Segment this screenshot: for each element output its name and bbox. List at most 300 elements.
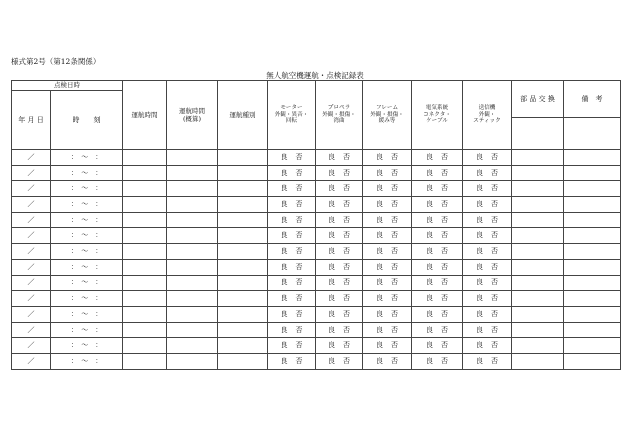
bad-option[interactable]: 否 (441, 215, 448, 224)
motor-check-cell[interactable] (268, 306, 316, 322)
motor-check-cell[interactable] (268, 228, 316, 244)
propeller-check-cell[interactable] (316, 275, 363, 291)
motor-check-cell[interactable] (268, 197, 316, 213)
bad-option[interactable]: 否 (343, 168, 350, 177)
remarks-cell[interactable] (564, 212, 621, 228)
time-cell[interactable]: ： ～ ： (51, 322, 123, 338)
good-option[interactable]: 良 (376, 184, 383, 193)
propeller-check-cell[interactable] (316, 306, 363, 322)
time-cell[interactable]: ： ～ ： (51, 197, 123, 213)
bad-option[interactable]: 否 (491, 309, 498, 318)
good-option[interactable]: 良 (376, 356, 383, 365)
operation-time-approx-cell[interactable] (167, 165, 218, 181)
time-cell[interactable]: ： ～ ： (51, 228, 123, 244)
bad-option[interactable]: 否 (491, 200, 498, 209)
bad-option[interactable]: 否 (491, 184, 498, 193)
transmitter-check-cell[interactable] (463, 338, 512, 354)
transmitter-check-cell[interactable] (463, 275, 512, 291)
operation-time-approx-cell[interactable] (167, 212, 218, 228)
good-option[interactable]: 良 (376, 309, 383, 318)
operation-type-cell[interactable] (218, 244, 268, 260)
propeller-check-cell[interactable] (316, 353, 363, 369)
transmitter-check-cell[interactable] (463, 306, 512, 322)
good-option[interactable]: 良 (280, 215, 288, 224)
date-cell[interactable]: ／ (12, 291, 51, 307)
operation-type-cell[interactable] (218, 165, 268, 181)
time-cell[interactable]: ： ～ ： (51, 212, 123, 228)
good-option[interactable]: 良 (280, 341, 288, 350)
operation-time-approx-cell[interactable] (167, 353, 218, 369)
time-cell[interactable]: ： ～ ： (51, 150, 123, 166)
remarks-cell[interactable] (564, 181, 621, 197)
good-option[interactable]: 良 (476, 168, 483, 177)
bad-option[interactable]: 否 (441, 278, 448, 287)
bad-option[interactable]: 否 (295, 168, 303, 177)
electrical-check-cell[interactable] (412, 197, 463, 213)
good-option[interactable]: 良 (476, 231, 483, 240)
good-option[interactable]: 良 (476, 325, 483, 334)
bad-option[interactable]: 否 (391, 262, 398, 271)
electrical-check-cell[interactable] (412, 181, 463, 197)
transmitter-check-cell[interactable] (463, 244, 512, 260)
bad-option[interactable]: 否 (391, 200, 398, 209)
transmitter-check-cell[interactable] (463, 212, 512, 228)
bad-option[interactable]: 否 (441, 152, 448, 161)
motor-check-cell[interactable] (268, 291, 316, 307)
operation-type-cell[interactable] (218, 306, 268, 322)
bad-option[interactable]: 否 (295, 184, 303, 193)
good-option[interactable]: 良 (476, 247, 483, 256)
propeller-check-cell[interactable] (316, 212, 363, 228)
transmitter-check-cell[interactable] (463, 322, 512, 338)
propeller-check-cell[interactable] (316, 197, 363, 213)
operation-type-cell[interactable] (218, 322, 268, 338)
electrical-check-cell[interactable] (412, 165, 463, 181)
bad-option[interactable]: 否 (343, 184, 350, 193)
transmitter-check-cell[interactable] (463, 197, 512, 213)
parts-exchange-cell[interactable] (512, 244, 564, 260)
bad-option[interactable]: 否 (441, 309, 448, 318)
good-option[interactable]: 良 (376, 341, 383, 350)
bad-option[interactable]: 否 (391, 356, 398, 365)
propeller-check-cell[interactable] (316, 181, 363, 197)
remarks-cell[interactable] (564, 259, 621, 275)
operation-time-approx-cell[interactable] (167, 306, 218, 322)
remarks-cell[interactable] (564, 228, 621, 244)
bad-option[interactable]: 否 (441, 294, 448, 303)
motor-check-cell[interactable] (268, 181, 316, 197)
parts-exchange-cell[interactable] (512, 212, 564, 228)
good-option[interactable]: 良 (280, 247, 288, 256)
bad-option[interactable]: 否 (391, 294, 398, 303)
motor-check-cell[interactable] (268, 244, 316, 260)
good-option[interactable]: 良 (328, 184, 335, 193)
time-cell[interactable]: ： ～ ： (51, 244, 123, 260)
good-option[interactable]: 良 (328, 294, 335, 303)
electrical-check-cell[interactable] (412, 338, 463, 354)
date-cell[interactable]: ／ (12, 244, 51, 260)
parts-exchange-cell[interactable] (512, 259, 564, 275)
operation-type-cell[interactable] (218, 338, 268, 354)
frame-check-cell[interactable] (363, 212, 412, 228)
propeller-check-cell[interactable] (316, 291, 363, 307)
good-option[interactable]: 良 (328, 278, 335, 287)
electrical-check-cell[interactable] (412, 291, 463, 307)
transmitter-check-cell[interactable] (463, 150, 512, 166)
electrical-check-cell[interactable] (412, 259, 463, 275)
frame-check-cell[interactable] (363, 150, 412, 166)
operation-time-cell[interactable] (123, 306, 167, 322)
good-option[interactable]: 良 (280, 294, 288, 303)
propeller-check-cell[interactable] (316, 165, 363, 181)
bad-option[interactable]: 否 (441, 325, 448, 334)
date-cell[interactable]: ／ (12, 322, 51, 338)
good-option[interactable]: 良 (376, 231, 383, 240)
date-cell[interactable]: ／ (12, 275, 51, 291)
good-option[interactable]: 良 (476, 152, 483, 161)
good-option[interactable]: 良 (328, 168, 335, 177)
good-option[interactable]: 良 (426, 278, 433, 287)
operation-time-approx-cell[interactable] (167, 275, 218, 291)
date-cell[interactable]: ／ (12, 259, 51, 275)
good-option[interactable]: 良 (376, 325, 383, 334)
bad-option[interactable]: 否 (441, 231, 448, 240)
propeller-check-cell[interactable] (316, 150, 363, 166)
bad-option[interactable]: 否 (343, 152, 350, 161)
remarks-cell[interactable] (564, 322, 621, 338)
good-option[interactable]: 良 (280, 152, 288, 161)
bad-option[interactable]: 否 (491, 262, 498, 271)
time-cell[interactable]: ： ～ ： (51, 165, 123, 181)
propeller-check-cell[interactable] (316, 228, 363, 244)
good-option[interactable]: 良 (476, 294, 483, 303)
operation-type-cell[interactable] (218, 181, 268, 197)
propeller-check-cell[interactable] (316, 259, 363, 275)
bad-option[interactable]: 否 (343, 309, 350, 318)
good-option[interactable]: 良 (328, 152, 335, 161)
good-option[interactable]: 良 (376, 152, 383, 161)
operation-type-cell[interactable] (218, 259, 268, 275)
date-cell[interactable]: ／ (12, 181, 51, 197)
operation-type-cell[interactable] (218, 228, 268, 244)
bad-option[interactable]: 否 (391, 152, 398, 161)
frame-check-cell[interactable] (363, 322, 412, 338)
bad-option[interactable]: 否 (391, 278, 398, 287)
operation-time-cell[interactable] (123, 228, 167, 244)
propeller-check-cell[interactable] (316, 244, 363, 260)
motor-check-cell[interactable] (268, 165, 316, 181)
frame-check-cell[interactable] (363, 181, 412, 197)
good-option[interactable]: 良 (426, 309, 433, 318)
operation-type-cell[interactable] (218, 275, 268, 291)
good-option[interactable]: 良 (426, 356, 433, 365)
date-cell[interactable]: ／ (12, 228, 51, 244)
bad-option[interactable]: 否 (343, 294, 350, 303)
operation-time-cell[interactable] (123, 181, 167, 197)
parts-exchange-cell[interactable] (512, 275, 564, 291)
operation-time-cell[interactable] (123, 353, 167, 369)
good-option[interactable]: 良 (426, 294, 433, 303)
good-option[interactable]: 良 (280, 168, 288, 177)
transmitter-check-cell[interactable] (463, 181, 512, 197)
good-option[interactable]: 良 (280, 309, 288, 318)
operation-type-cell[interactable] (218, 212, 268, 228)
motor-check-cell[interactable] (268, 353, 316, 369)
operation-time-approx-cell[interactable] (167, 259, 218, 275)
operation-time-cell[interactable] (123, 291, 167, 307)
bad-option[interactable]: 否 (441, 184, 448, 193)
bad-option[interactable]: 否 (441, 168, 448, 177)
electrical-check-cell[interactable] (412, 275, 463, 291)
frame-check-cell[interactable] (363, 228, 412, 244)
bad-option[interactable]: 否 (295, 215, 303, 224)
frame-check-cell[interactable] (363, 353, 412, 369)
remarks-cell[interactable] (564, 275, 621, 291)
good-option[interactable]: 良 (476, 215, 483, 224)
date-cell[interactable]: ／ (12, 353, 51, 369)
bad-option[interactable]: 否 (295, 325, 303, 334)
good-option[interactable]: 良 (426, 168, 433, 177)
good-option[interactable]: 良 (426, 184, 433, 193)
operation-time-approx-cell[interactable] (167, 322, 218, 338)
transmitter-check-cell[interactable] (463, 228, 512, 244)
remarks-cell[interactable] (564, 291, 621, 307)
frame-check-cell[interactable] (363, 244, 412, 260)
bad-option[interactable]: 否 (391, 247, 398, 256)
parts-exchange-cell[interactable] (512, 353, 564, 369)
bad-option[interactable]: 否 (343, 325, 350, 334)
bad-option[interactable]: 否 (491, 231, 498, 240)
good-option[interactable]: 良 (476, 200, 483, 209)
good-option[interactable]: 良 (280, 184, 288, 193)
good-option[interactable]: 良 (426, 325, 433, 334)
bad-option[interactable]: 否 (491, 152, 498, 161)
remarks-cell[interactable] (564, 197, 621, 213)
good-option[interactable]: 良 (426, 231, 433, 240)
date-cell[interactable]: ／ (12, 306, 51, 322)
bad-option[interactable]: 否 (391, 309, 398, 318)
operation-type-cell[interactable] (218, 197, 268, 213)
remarks-cell[interactable] (564, 165, 621, 181)
date-cell[interactable]: ／ (12, 338, 51, 354)
parts-exchange-cell[interactable] (512, 322, 564, 338)
bad-option[interactable]: 否 (295, 309, 303, 318)
time-cell[interactable]: ： ～ ： (51, 338, 123, 354)
good-option[interactable]: 良 (328, 247, 335, 256)
bad-option[interactable]: 否 (343, 215, 350, 224)
good-option[interactable]: 良 (376, 262, 383, 271)
remarks-cell[interactable] (564, 338, 621, 354)
good-option[interactable]: 良 (376, 215, 383, 224)
bad-option[interactable]: 否 (295, 247, 303, 256)
electrical-check-cell[interactable] (412, 212, 463, 228)
operation-time-approx-cell[interactable] (167, 197, 218, 213)
bad-option[interactable]: 否 (391, 215, 398, 224)
parts-exchange-cell[interactable] (512, 306, 564, 322)
operation-time-cell[interactable] (123, 165, 167, 181)
time-cell[interactable]: ： ～ ： (51, 259, 123, 275)
good-option[interactable]: 良 (376, 200, 383, 209)
good-option[interactable]: 良 (426, 152, 433, 161)
remarks-cell[interactable] (564, 353, 621, 369)
time-cell[interactable]: ： ～ ： (51, 275, 123, 291)
good-option[interactable]: 良 (426, 215, 433, 224)
propeller-check-cell[interactable] (316, 338, 363, 354)
bad-option[interactable]: 否 (441, 356, 448, 365)
operation-time-cell[interactable] (123, 338, 167, 354)
electrical-check-cell[interactable] (412, 150, 463, 166)
transmitter-check-cell[interactable] (463, 353, 512, 369)
bad-option[interactable]: 否 (391, 168, 398, 177)
good-option[interactable]: 良 (280, 278, 288, 287)
electrical-check-cell[interactable] (412, 353, 463, 369)
date-cell[interactable]: ／ (12, 165, 51, 181)
bad-option[interactable]: 否 (491, 215, 498, 224)
operation-time-approx-cell[interactable] (167, 244, 218, 260)
bad-option[interactable]: 否 (491, 168, 498, 177)
bad-option[interactable]: 否 (491, 294, 498, 303)
motor-check-cell[interactable] (268, 212, 316, 228)
operation-type-cell[interactable] (218, 353, 268, 369)
bad-option[interactable]: 否 (343, 278, 350, 287)
good-option[interactable]: 良 (376, 168, 383, 177)
bad-option[interactable]: 否 (343, 247, 350, 256)
bad-option[interactable]: 否 (295, 231, 303, 240)
bad-option[interactable]: 否 (391, 231, 398, 240)
bad-option[interactable]: 否 (343, 356, 350, 365)
bad-option[interactable]: 否 (441, 262, 448, 271)
good-option[interactable]: 良 (476, 309, 483, 318)
good-option[interactable]: 良 (328, 309, 335, 318)
frame-check-cell[interactable] (363, 306, 412, 322)
good-option[interactable]: 良 (476, 341, 483, 350)
operation-time-cell[interactable] (123, 197, 167, 213)
good-option[interactable]: 良 (426, 341, 433, 350)
frame-check-cell[interactable] (363, 197, 412, 213)
operation-type-cell[interactable] (218, 291, 268, 307)
operation-time-approx-cell[interactable] (167, 291, 218, 307)
remarks-cell[interactable] (564, 150, 621, 166)
propeller-check-cell[interactable] (316, 322, 363, 338)
good-option[interactable]: 良 (280, 231, 288, 240)
bad-option[interactable]: 否 (391, 184, 398, 193)
bad-option[interactable]: 否 (441, 200, 448, 209)
frame-check-cell[interactable] (363, 338, 412, 354)
electrical-check-cell[interactable] (412, 322, 463, 338)
good-option[interactable]: 良 (376, 294, 383, 303)
good-option[interactable]: 良 (328, 215, 335, 224)
bad-option[interactable]: 否 (343, 262, 350, 271)
time-cell[interactable]: ： ～ ： (51, 306, 123, 322)
time-cell[interactable]: ： ～ ： (51, 181, 123, 197)
frame-check-cell[interactable] (363, 259, 412, 275)
operation-time-cell[interactable] (123, 212, 167, 228)
remarks-cell[interactable] (564, 306, 621, 322)
good-option[interactable]: 良 (476, 184, 483, 193)
bad-option[interactable]: 否 (295, 341, 303, 350)
parts-exchange-cell[interactable] (512, 197, 564, 213)
bad-option[interactable]: 否 (391, 325, 398, 334)
bad-option[interactable]: 否 (343, 200, 350, 209)
good-option[interactable]: 良 (328, 262, 335, 271)
good-option[interactable]: 良 (476, 262, 483, 271)
transmitter-check-cell[interactable] (463, 259, 512, 275)
good-option[interactable]: 良 (328, 356, 335, 365)
good-option[interactable]: 良 (376, 247, 383, 256)
parts-exchange-cell[interactable] (512, 165, 564, 181)
bad-option[interactable]: 否 (441, 247, 448, 256)
parts-exchange-cell[interactable] (512, 291, 564, 307)
operation-time-approx-cell[interactable] (167, 150, 218, 166)
bad-option[interactable]: 否 (441, 341, 448, 350)
bad-option[interactable]: 否 (343, 341, 350, 350)
transmitter-check-cell[interactable] (463, 165, 512, 181)
good-option[interactable]: 良 (280, 356, 288, 365)
good-option[interactable]: 良 (476, 356, 483, 365)
time-cell[interactable]: ： ～ ： (51, 353, 123, 369)
date-cell[interactable]: ／ (12, 197, 51, 213)
operation-time-approx-cell[interactable] (167, 228, 218, 244)
parts-exchange-cell[interactable] (512, 228, 564, 244)
parts-exchange-cell[interactable] (512, 181, 564, 197)
good-option[interactable]: 良 (426, 262, 433, 271)
motor-check-cell[interactable] (268, 259, 316, 275)
motor-check-cell[interactable] (268, 338, 316, 354)
parts-exchange-cell[interactable] (512, 338, 564, 354)
bad-option[interactable]: 否 (491, 278, 498, 287)
frame-check-cell[interactable] (363, 291, 412, 307)
bad-option[interactable]: 否 (295, 152, 303, 161)
bad-option[interactable]: 否 (391, 341, 398, 350)
good-option[interactable]: 良 (328, 231, 335, 240)
bad-option[interactable]: 否 (343, 231, 350, 240)
operation-time-cell[interactable] (123, 150, 167, 166)
good-option[interactable]: 良 (328, 200, 335, 209)
good-option[interactable]: 良 (426, 200, 433, 209)
operation-time-approx-cell[interactable] (167, 181, 218, 197)
good-option[interactable]: 良 (376, 278, 383, 287)
motor-check-cell[interactable] (268, 275, 316, 291)
good-option[interactable]: 良 (328, 325, 335, 334)
bad-option[interactable]: 否 (295, 356, 303, 365)
operation-time-cell[interactable] (123, 244, 167, 260)
good-option[interactable]: 良 (280, 200, 288, 209)
operation-time-cell[interactable] (123, 275, 167, 291)
bad-option[interactable]: 否 (295, 278, 303, 287)
electrical-check-cell[interactable] (412, 244, 463, 260)
bad-option[interactable]: 否 (491, 247, 498, 256)
time-cell[interactable]: ： ～ ： (51, 291, 123, 307)
good-option[interactable]: 良 (328, 341, 335, 350)
date-cell[interactable]: ／ (12, 150, 51, 166)
operation-time-cell[interactable] (123, 259, 167, 275)
remarks-cell[interactable] (564, 244, 621, 260)
operation-type-cell[interactable] (218, 150, 268, 166)
good-option[interactable]: 良 (280, 325, 288, 334)
motor-check-cell[interactable] (268, 322, 316, 338)
bad-option[interactable]: 否 (295, 262, 303, 271)
good-option[interactable]: 良 (426, 247, 433, 256)
bad-option[interactable]: 否 (491, 341, 498, 350)
transmitter-check-cell[interactable] (463, 291, 512, 307)
good-option[interactable]: 良 (476, 278, 483, 287)
operation-time-cell[interactable] (123, 322, 167, 338)
electrical-check-cell[interactable] (412, 306, 463, 322)
bad-option[interactable]: 否 (295, 200, 303, 209)
operation-time-approx-cell[interactable] (167, 338, 218, 354)
bad-option[interactable]: 否 (491, 356, 498, 365)
good-option[interactable]: 良 (280, 262, 288, 271)
